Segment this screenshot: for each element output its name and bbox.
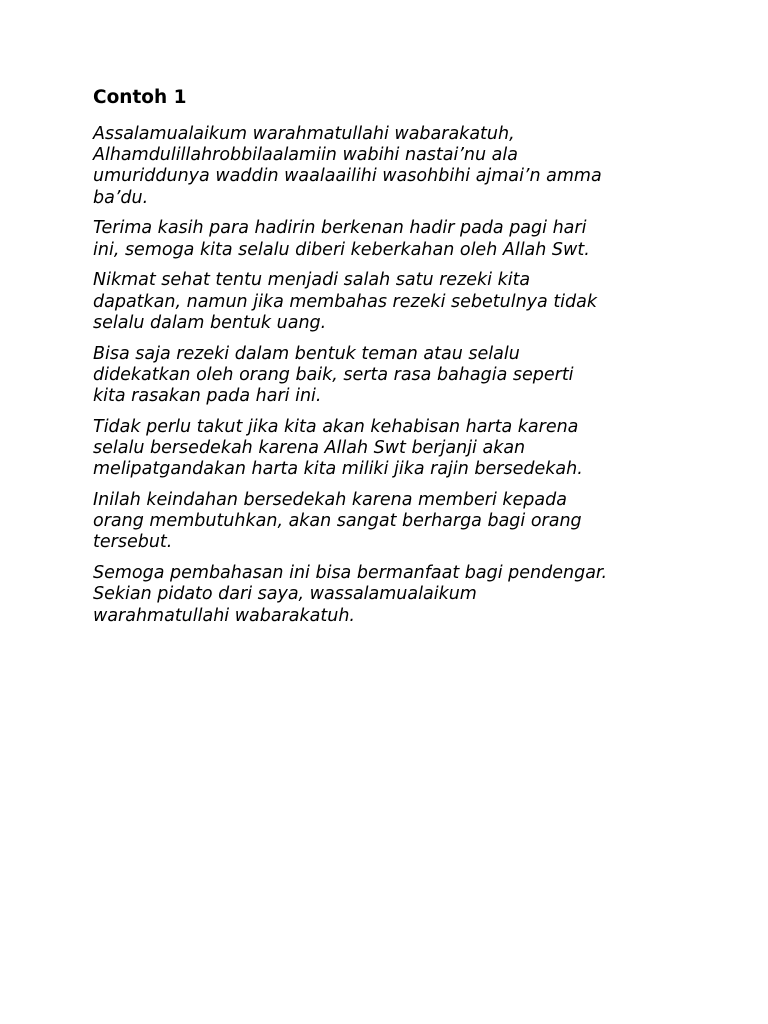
paragraph-line: melipatgandakan harta kita miliki jika rajin bersedekah. [93, 459, 583, 480]
paragraph-line: Bisa saja rezeki dalam bentuk teman atau selalu [93, 343, 520, 364]
paragraph-line: Nikmat sehat tentu menjadi salah satu rezeki kita [93, 270, 531, 291]
paragraph-line: Inilah keindahan bersedekah karena memberi kepada [93, 490, 567, 511]
paragraph-line: orang membutuhkan, akan sangat berharga bagi orang [93, 511, 582, 532]
paragraph-line: Alhamdulillahrobbilaalamiin wabihi nastai’nu ala [93, 145, 518, 166]
paragraph-line: ini, semoga kita selalu diberi keberkahan oleh Allah Swt. [93, 239, 590, 260]
paragraph-line: Sekian pidato dari saya, wassalamualaikum [93, 584, 477, 605]
paragraph-line: ba’du. [93, 187, 149, 208]
paragraph-closing [93, 563, 683, 627]
paragraph-line: umuriddunya waddin waalaailihi wasohbihi ajmai’n amma [93, 166, 602, 187]
paragraph-rezeki [93, 344, 683, 408]
paragraph-line: tersebut. [93, 532, 173, 553]
paragraph-line: selalu bersedekah karena Allah Swt berjanji akan [93, 438, 526, 459]
paragraph-sedekah [93, 417, 683, 481]
paragraph-line: Tidak perlu takut jika kita akan kehabisan harta karena [93, 416, 579, 437]
paragraph-line: dapatkan, namun jika membahas rezeki sebetulnya tidak [93, 291, 598, 312]
paragraph-health [93, 270, 683, 334]
paragraph-thanks [93, 218, 683, 260]
paragraph-keindahan [93, 490, 683, 554]
paragraph-line: Terima kasih para hadirin berkenan hadir pada pagi hari [93, 218, 587, 239]
document-content [93, 86, 683, 636]
paragraph-line: Semoga pembahasan ini bisa bermanfaat bagi pendengar. [93, 563, 608, 584]
paragraph-line: didekatkan oleh orang baik, serta rasa bahagia seperti [93, 364, 574, 385]
paragraph-line: Assalamualaikum warahmatullahi wabarakatuh, [93, 124, 515, 144]
paragraph-greeting [93, 124, 683, 209]
document-heading: Contoh 1 [93, 87, 187, 108]
paragraph-line: kita rasakan pada hari ini. [93, 386, 322, 407]
paragraph-line: selalu dalam bentuk uang. [93, 312, 327, 333]
paragraph-line: warahmatullahi wabarakatuh. [93, 605, 355, 626]
